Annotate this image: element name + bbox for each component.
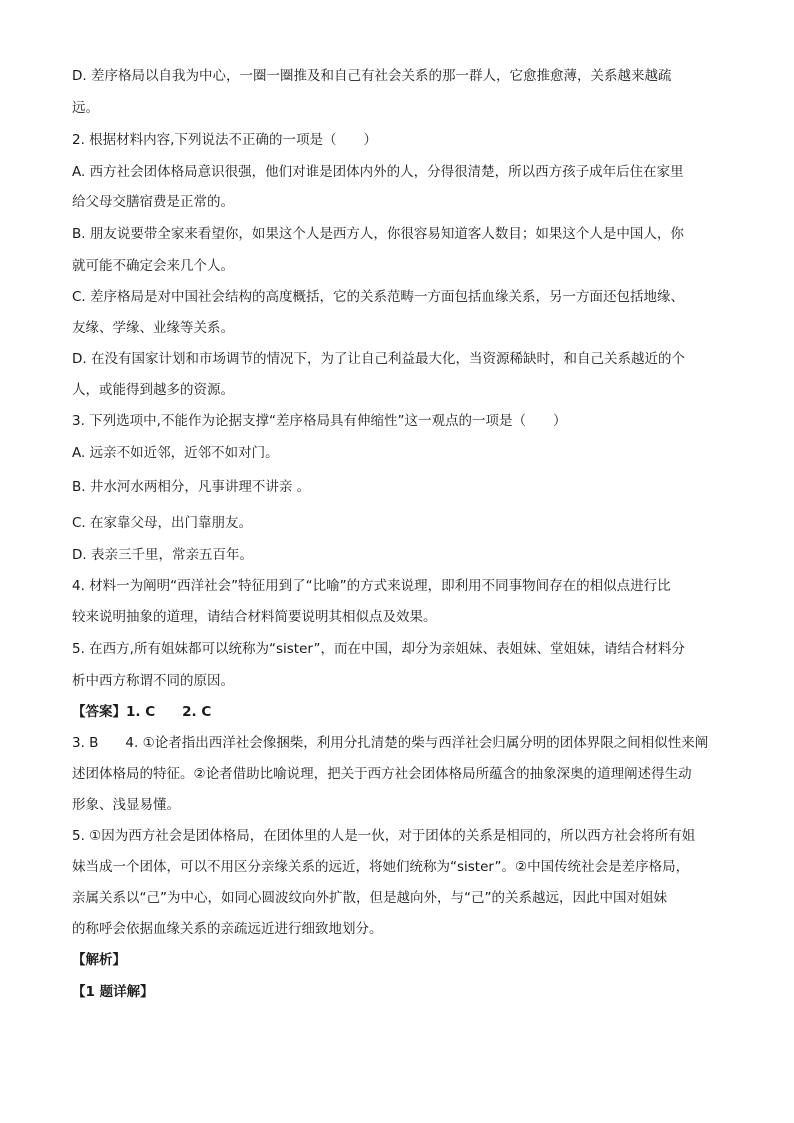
option-d-line-2: 远。: [72, 100, 99, 116]
question-5-line-2: 析中西方称谓不同的原因。: [72, 673, 234, 689]
answer-heading: 【答案】1. C 2. C: [72, 704, 212, 720]
q2-option-b-line-2: 就可能不确定会来几个人。: [72, 258, 234, 274]
question-3: 3. 下列选项中,不能作为论据支撑“差序格局具有伸缩性”这一观点的一项是（ ）: [72, 413, 567, 429]
answer-5-line-2: 妹当成一个团体，可以不用区分亲缘关系的远近，将她们统称为“sister”。②中国传统社会是差序格局，: [72, 859, 690, 875]
q2-option-a-line-2: 给父母交膳宿费是正常的。: [72, 194, 234, 210]
answer-5-line-1: 5. ①因为西方社会是团体格局，在团体里的人是一伙，对于团体的关系是相同的，所以西方社会将所有姐: [72, 828, 696, 844]
q3-option-d: D. 表亲三千里，常亲五百年。: [72, 547, 253, 563]
q3-option-a: A. 远亲不如近邻，近邻不如对门。: [72, 445, 279, 461]
q2-option-b-line-1: B. 朋友说要带全家来看望你，如果这个人是西方人，你很容易知道客人数目；如果这个人是中国人，你: [72, 226, 684, 242]
question-4-line-2: 较来说明抽象的道理，请结合材料简要说明其相似点及效果。: [72, 609, 437, 625]
q2-option-c-line-1: C. 差序格局是对中国社会结构的高度概括，它的关系范畴一方面包括血缘关系，另一方面还包括地缘、: [72, 289, 685, 305]
q2-option-d-line-1: D. 在没有国家计划和市场调节的情况下，为了让自己利益最大化，当资源稀缺时，和自己关系越近的个: [72, 351, 685, 367]
question-4-line-1: 4. 材料一为阐明“西洋社会”特征用到了“比喻”的方式来说理，即利用不同事物间存在的相似点进行比: [72, 578, 671, 594]
detail-heading-1: 【1 题详解】: [72, 984, 154, 1000]
q2-option-a-line-1: A. 西方社会团体格局意识很强，他们对谁是团体内外的人，分得很清楚，所以西方孩子成年后住在家里: [72, 164, 684, 180]
q2-option-d-line-2: 人，或能得到越多的资源。: [72, 382, 234, 398]
answer-5-line-3: 亲属关系以“己”为中心，如同心圆波纹向外扩散，但是越向外，与“己”的关系越远，因此中国对姐妹: [72, 890, 667, 906]
q3-option-c: C. 在家靠父母，出门靠朋友。: [72, 515, 253, 531]
answer-line-2: 述团体格局的特征。②论者借助比喻说理，把关于西方社会团体格局所蕴含的抽象深奥的道理阐述得生动: [72, 766, 692, 782]
q3-option-b: B. 井水河水两相分，凡事讲理不讲亲 。: [72, 479, 311, 495]
answer-line-3: 形象、浅显易懂。: [72, 797, 180, 813]
answer-line-1: 3. B 4. ①论者指出西洋社会像捆柴，利用分扎清楚的柴与西洋社会归属分明的团体界限之间相似性来阐: [72, 735, 709, 751]
analysis-heading: 【解析】: [72, 952, 126, 968]
question-2: 2. 根据材料内容,下列说法不正确的一项是（ ）: [72, 132, 377, 148]
question-5-line-1: 5. 在西方,所有姐妹都可以统称为“sister”，而在中国，却分为亲姐妹、表姐妹、堂姐妹，请结合材料分: [72, 641, 685, 657]
q2-option-c-line-2: 友缘、学缘、业缘等关系。: [72, 320, 234, 336]
option-d-line-1: D. 差序格局以自我为中心，一圈一圈推及和自己有社会关系的那一群人，它愈推愈薄，关系越来越疏: [72, 68, 672, 84]
answer-5-line-4: 的称呼会依据血缘关系的亲疏远近进行细致地划分。: [72, 921, 383, 937]
